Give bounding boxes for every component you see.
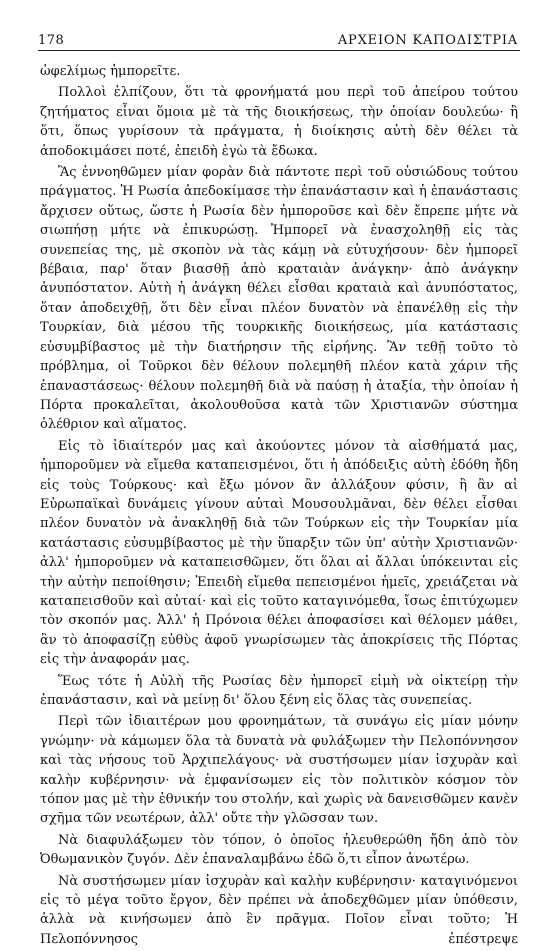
- page-header: [38, 29, 518, 49]
- page-number: 178: [38, 33, 65, 48]
- running-title: ΑΡΧΕΙΟΝ ΚΑΠΟΔΙΣΤΡΙΑ: [337, 33, 518, 48]
- paragraph: Εἰς τὸ ἰδιαίτερόν μας καὶ ἀκούοντες μόνον τὰ αἰσθήματά μας, ἠμποροῦμεν νὰ εἴμεθα καταπεισμένοι, ὅτι ἡ ἀπόδειξις αὐτὴ ἐδόθη ἤδη εἰς τοὺς Τούρκους· καὶ ἔξω μόνον ἂν ἀλλάξουν φύσιν, ἢ ἂν αἱ Εὐρωπαϊκαὶ δυνάμεις γίνουν αὐταὶ Μουσουλμᾶναι, δὲν θέλει εἶσθαι πλέον δυνατὸν νὰ ἀνακληθῇ διὰ τῶν Τούρκων εἰς τὴν Τουρκίαν μία κατάστασις εὐσυμβίβαστος μὲ τὴν ὕπαρξιν τῶν ὑπ' αὐτὴν Χριστιανῶν· ἀλλ' ἠμποροῦμεν νὰ καταπεισθῶμεν, ὅτι ὅλαι αἱ ἄλλαι ὑπόκεινται εἰς τὴν αὐτὴν πεποίθησιν; Ἐπειδὴ εἴμεθα πεπεισμένοι ἡμεῖς, χρειάζεται νὰ καταπεισθοῦν καὶ αὐταί· καὶ εἰς τοῦτο καταγινόμεθα, ἴσως ἐπιτύχωμεν τὸν σκοπόν μας. Ἀλλ' ἡ Πρόνοια θέλει ἀποφασίσει καὶ θέλομεν μάθει, ἂν τὸ ἀποφασίζῃ εὐθὺς ἀφοῦ γνωρίσωμεν τὰς ἀποκρίσεις τῆς Πόρτας εἰς τὴν ἀναφοράν μας.: [40, 438, 518, 668]
- body-text: [40, 62, 518, 951]
- paragraph: Νὰ συστήσωμεν μίαν ἰσχυρὰν καὶ καλὴν κυβέρνησιν· καταγινόμενοι εἰς τὸ μέγα τοῦτο ἔργον, δὲν πρέπει νὰ ἀποδεχθῶμεν μίαν ὑπόθεσιν, ἀλλὰ νὰ κινήσωμεν ἀπὸ ἓν πρᾶγμα. Ποῖον εἶναι τοῦτο; Ἡ Πελοπόννησος ἐπέστρεψε: [40, 873, 518, 947]
- paragraph: ὠφελίμως ἠμπορεῖτε.: [40, 64, 181, 79]
- paragraph: Ἕως τότε ἡ Αὐλὴ τῆς Ρωσίας δὲν ἠμπορεῖ εἰμὴ νὰ οἰκτείρῃ τὴν ἐπανάστασιν, καὶ νὰ μείνῃ δι' ὅλου ξένη εἰς ὅλας τὰς συνεπείας.: [40, 673, 518, 708]
- paragraph: Περὶ τῶν ἰδιαιτέρων μου φρονημάτων, τὰ συνάγω εἰς μίαν μόνην γνώμην· νὰ κάμωμεν ὅλα τὰ δυνατὰ νὰ φυλάξωμεν τὴν Πελοπόννησον καὶ τὰς νήσους τοῦ Ἀρχιπελάγους· νὰ συστήσωμεν μίαν ἰσχυρὰν καὶ καλὴν κυβέρνησιν· νὰ ἐμφανίσωμεν εἰς τὸν πολιτικὸν κόσμον τὸν τόπον μας μὲ τὴν ἐθνικήν του στολήν, καὶ χωρὶς νὰ δανεισθῶμεν κανὲν σχῆμα τῶν νεωτέρων, ἀλλ' οὔτε τὴν γλῶσσαν των.: [40, 714, 518, 827]
- paragraph: Νὰ διαφυλάξωμεν τὸν τόπον, ὁ ὁποῖος ἠλευθερώθη ἤδη ἀπὸ τὸν Ὀθωμανικὸν ζυγόν. Δὲν ἐπαναλαμβάνω ἐδῶ ὅ,τι εἶπον ἀνωτέρω.: [40, 832, 518, 868]
- paragraph: Ἂς ἐννοηθῶμεν μίαν φορὰν διὰ πάντοτε περὶ τοῦ οὐσιώδους τούτου πράγματος. Ἡ Ρωσία ἀπεδοκίμασε τὴν ἐπανάστασιν καὶ ἡ ἐπανάστασις ἄρχισεν οὕτως, ὥστε ἡ Ρωσία δὲν ἠμποροῦσε καὶ δὲν ἔπρεπε μήτε νὰ σιωπήσῃ μήτε νὰ ἐπικυρώσῃ. Ἠμπορεῖ νὰ ἐνασχοληθῇ εἰς τὰς συνεπείας της, μὲ σκοπὸν νὰ τὰς κάμῃ νὰ εὐτυχήσουν· δὲν ἠμπορεῖ βέβαια, παρ' ὅταν βιασθῇ ἀπὸ κραταιὰν ἀνάγκην· ἀπὸ ἀνάγκην ἀνυπόστατον. Αὐτὴ ἡ ἀνάγκη θέλει εἶσθαι κραταιὰ καὶ ἀνυπόστατος, ὅταν ἀποδειχθῇ, ὅτι δὲν εἶναι πλέον δυνατὸν νὰ ἐπανέλθῃ εἰς τὴν Τουρκίαν, διὰ μέσου τῆς τουρκικῆς διοικήσεως, μία κατάστασις εὐσυμβίβαστος μὲ τὴν διατήρησιν τῆς εἰρήνης. Ἂν τεθῇ τοῦτο τὸ πρόβλημα, οἱ Τοῦρκοι δὲν θέλουν πολεμηθῆ πλέον κατὰ χάριν τῆς ἐπαναστάσεως· θέλουν πολεμηθῆ διὰ νὰ παύσῃ ἡ ἀταξία, τὴν ὁποίαν ἡ Πόρτα προκαλεῖται, ἀκολουθοῦσα κατὰ τῶν Χριστιανῶν σύστημα ὀλέθριον καὶ αἵματος.: [40, 165, 518, 433]
- header-rule: [38, 50, 520, 51]
- paragraph: Πολλοὶ ἐλπίζουν, ὅτι τὰ φρονήματά μου περὶ τοῦ ἀπείρου τούτου ζητήματος εἶναι ὅμοια μὲ τὰ τῆς διοικήσεως, τὴν ὁποίαν δουλεύω· ἢ ὅτι, ὅπως γυρίσουν τὰ πράγματα, ἡ διοίκησις αὐτὴ δὲν θέλει τὰ ἀποδοκιμάσει ποτέ, ἐπειδὴ ἐγὼ τὰ ἔδωκα.: [40, 85, 518, 159]
